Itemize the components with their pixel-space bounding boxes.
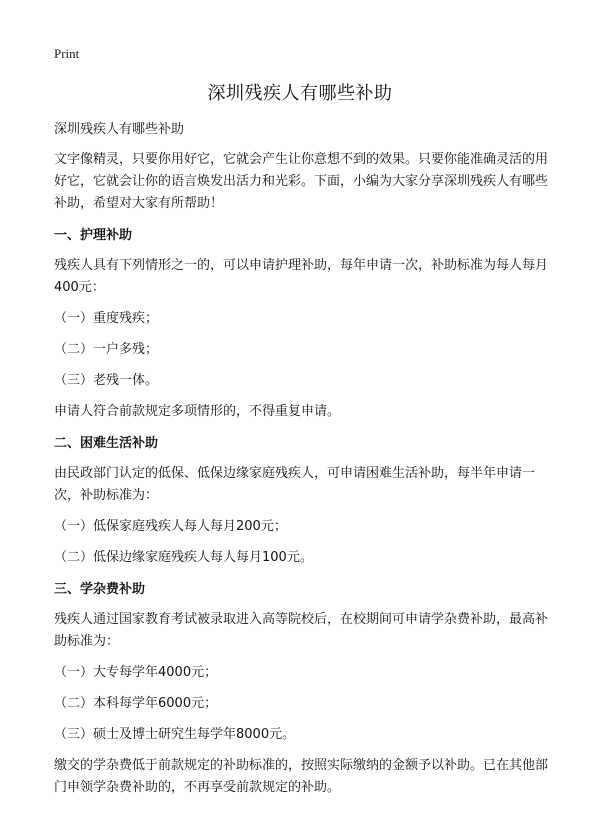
- section-heading: 二、困难生活补助: [54, 436, 159, 451]
- article-subtitle: 深圳残疾人有哪些补助: [54, 122, 185, 137]
- page-title: 深圳残疾人有哪些补助: [207, 83, 393, 104]
- section-note: 申请人符合前款规定多项情形的，不得重复申请。: [54, 404, 341, 419]
- section-lead: 残疾人通过国家教育考试被录取进入高等院校后，在校期间可申请学杂费补助，最高补助标准为：: [54, 612, 549, 649]
- print-label: Print: [54, 46, 80, 61]
- list-item: （二）低保边缘家庭残疾人每人每月100元。: [54, 550, 313, 565]
- intro-paragraph: 文字像精灵，只要你用好它，它就会产生让你意想不到的效果。只要你能准确灵活的用好它，它就会让你的语言焕发出活力和光彩。下面，小编为大家分享深圳残疾人有哪些补助，希望对大家有所帮助！: [54, 152, 549, 211]
- list-item: （三）老残一体。: [54, 373, 159, 388]
- section-heading: 三、学杂费补助: [54, 582, 146, 597]
- list-item: （一）低保家庭残疾人每人每月200元；: [54, 519, 287, 534]
- section-lead: 由民政部门认定的低保、低保边缘家庭残疾人，可申请困难生活补助，每半年申请一次，补助标准为：: [54, 466, 536, 503]
- list-item: （二）本科每学年6000元；: [54, 696, 218, 711]
- section-heading: 一、护理补助: [54, 228, 133, 243]
- list-item: （三）硕士及博士研究生每学年8000元。: [54, 727, 296, 742]
- list-item: （一）重度残疾；: [54, 311, 159, 326]
- list-item: （二）一户多残；: [54, 342, 159, 357]
- article-body: [54, 119, 554, 799]
- list-item: （一）大专每学年4000元；: [54, 665, 218, 680]
- section-lead: 残疾人具有下列情形之一的，可以申请护理补助，每年申请一次，补助标准为每人每月400元：: [54, 258, 549, 295]
- section-note: 缴交的学杂费低于前款规定的补助标准的，按照实际缴纳的金额予以补助。已在其他部门申领学杂费补助的，不再享受前款规定的补助。: [54, 758, 549, 795]
